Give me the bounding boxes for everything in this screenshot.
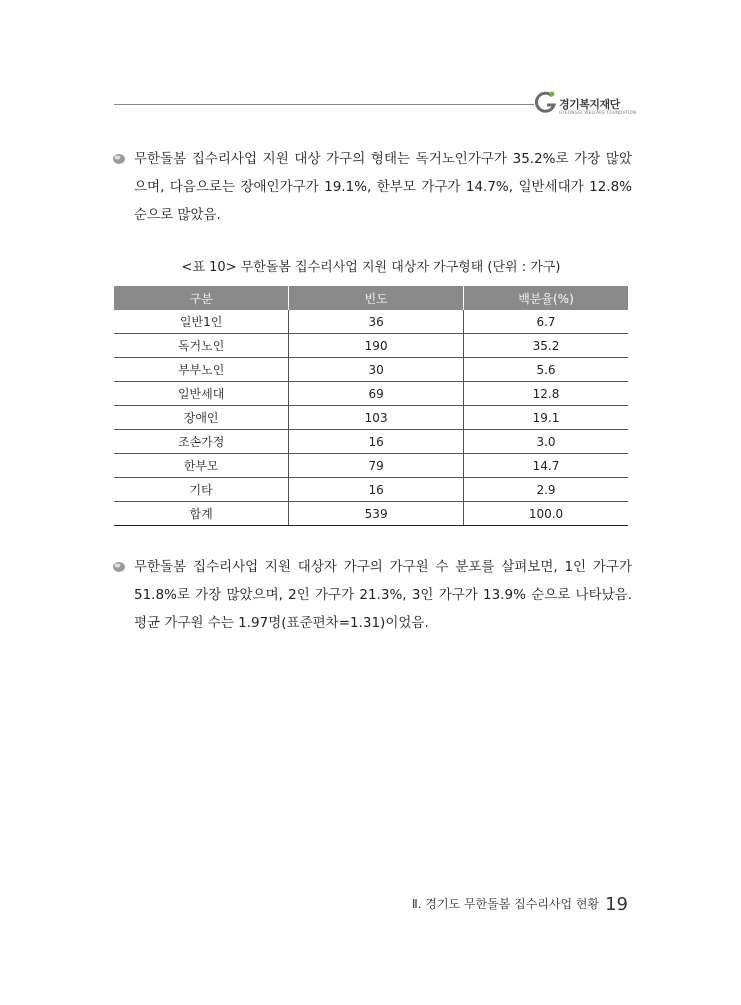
table-cell: 5.6 [464, 358, 629, 382]
table-cell: 3.0 [464, 430, 629, 454]
logo-org-sub: GYEONGGI WELFARE FOUNDATION [559, 110, 637, 115]
table-caption: <표 10> 무한돌봄 집수리사업 지원 대상자 가구형태 (단위 : 가구) [181, 260, 561, 275]
table-total-row [114, 502, 628, 526]
column-header: 빈도 [289, 286, 464, 310]
paragraph-text: 무한돌봄 집수리사업 지원 대상 가구의 형태는 독거노인가구가 35.2%로 가장 많았으며, 다음으로는 장애인가구가 19.1%, 한부모 가구가 14.7%, 일반세대가 12.8% 순으로 많았음. [134, 151, 632, 223]
table-row [114, 334, 628, 358]
table-cell: 103 [289, 406, 464, 430]
table-row [114, 310, 628, 334]
household-type-table [114, 286, 628, 526]
table-cell: 6.7 [464, 310, 629, 334]
page-number: 19 [605, 894, 628, 915]
table-cell: 14.7 [464, 454, 629, 478]
table-cell: 19.1 [464, 406, 629, 430]
table-cell: 합계 [114, 502, 289, 526]
table-cell: 16 [289, 430, 464, 454]
table-row [114, 430, 628, 454]
table-cell: 100.0 [464, 502, 629, 526]
table-row [114, 382, 628, 406]
table-cell: 한부모 [114, 454, 289, 478]
column-header: 구분 [114, 286, 289, 310]
table-header-row [114, 286, 628, 310]
header-rule [114, 104, 534, 105]
table-cell: 69 [289, 382, 464, 406]
table-cell: 2.9 [464, 478, 629, 502]
table-row [114, 478, 628, 502]
table-cell: 조손가정 [114, 430, 289, 454]
table-cell: 일반1인 [114, 310, 289, 334]
bullet-icon [112, 152, 126, 166]
table-cell: 36 [289, 310, 464, 334]
table-cell: 부부노인 [114, 358, 289, 382]
table-row [114, 454, 628, 478]
paragraph-text: 무한돌봄 집수리사업 지원 대상자 가구의 가구원 수 분포를 살펴보면, 1인 가구가 51.8%로 가장 많았으며, 2인 가구가 21.3%, 3인 가구가 13.9% 순으로 나타났음. 평균 가구원 수는 1.97명(표준편차=1.31)이었음. [134, 559, 632, 631]
paragraph-household-size [112, 553, 632, 637]
table-cell: 539 [289, 502, 464, 526]
footer-section-title: Ⅱ. 경기도 무한돌봄 집수리사업 현황 [411, 897, 600, 911]
table-cell: 장애인 [114, 406, 289, 430]
table-cell: 190 [289, 334, 464, 358]
table-row [114, 406, 628, 430]
table-cell: 79 [289, 454, 464, 478]
table-cell: 독거노인 [114, 334, 289, 358]
table-cell: 기타 [114, 478, 289, 502]
table-row [114, 358, 628, 382]
table-cell: 12.8 [464, 382, 629, 406]
table-cell: 일반세대 [114, 382, 289, 406]
table-cell: 16 [289, 478, 464, 502]
bullet-icon [112, 560, 126, 574]
logo-org-name: 경기복지재단 [559, 98, 620, 111]
paragraph-household-type [112, 145, 632, 229]
logo-mark-icon [535, 90, 557, 114]
column-header: 백분율(%) [464, 286, 629, 310]
table-cell: 30 [289, 358, 464, 382]
page-footer [412, 894, 628, 915]
foundation-logo [535, 90, 645, 120]
table-cell: 35.2 [464, 334, 629, 358]
